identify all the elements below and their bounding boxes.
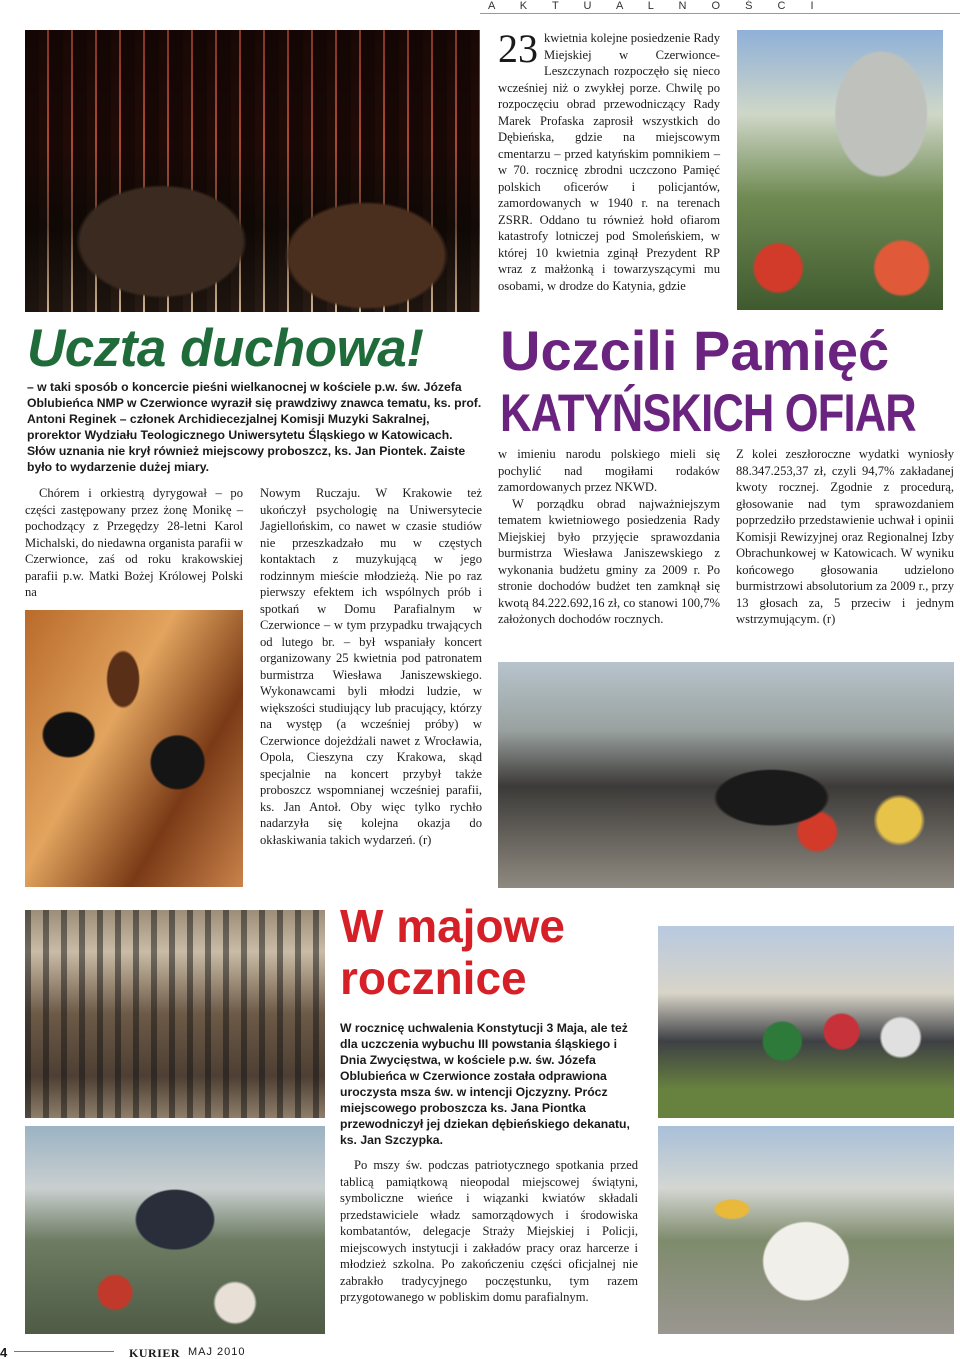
procession-photo	[658, 1126, 954, 1334]
article2-col1	[498, 446, 720, 628]
headline-uczcili: Uczcili Pamięć	[500, 319, 890, 382]
article2-col1-p2: W porządku obrad najważniejszym tematem kwietniowego posiedzenia Rady Miejskiej było przyjęcie sprawozdania burmistrza Wiesława Janiszewskiego z wykonania budżetu gminy za 2009 r. Po stronie dochodów budżet ten zamknął się kwotą 84.222.692,16 zł, co stanowi 100,7% założonych dochodów rocznych.	[498, 496, 720, 626]
dropcap-23: 23	[498, 26, 538, 71]
concert-photo	[25, 30, 480, 312]
headline-uczta: Uczta duchowa!	[27, 319, 424, 378]
page-footer	[0, 1345, 960, 1359]
article2-col2: Z kolei zeszłoroczne wydatki wyniosły 88.347.253,37 zł, czyli 94,7% zakładanej kwoty rocznej. Zgodnie z procedurą, głosowanie nad tym sprawozdaniem poprzedziło przedstawienie uchwał i opinii Komisji Rewizyjnej oraz Regionalnej Izby Obrachunkowej w Katowicach. W wyniku końcowego głosowania udzielono burmistrzowi absolutorium za 2009 r., przy 13 głosach za, 5 przeciw i jednym wstrzymującym. (r)	[736, 447, 954, 626]
article3-lead: W rocznicę uchwalenia Konstytucji 3 Maja, ale też dla uczczenia wybuchu III powstania śląskiego i Dnia Zwycięstwa, w kościele p.w. św. Józefa Oblubieńca w Czerwionce została odprawiona uroczysta msza św. w intencji Ojczyzny. Prócz miejscowego proboszcza ks. Jana Piontka przewodniczył jej dziekan dębieńskiego dekanatu, ks. Jan Szczypka.	[340, 1021, 630, 1147]
article1-lead: – w taki sposób o koncercie pieśni wielkanocnej w kościele p.w. św. Józefa Oblubieńca NMP w Czerwionce wyraził się prawdziwy znawca tematu, ks. prof. Antoni Reginek – członek Archidiecezjalnej Komisji Muzyki Sakralnej, prorektor Wydziału Teologicznego Uniwersytetu Śląskiego w Katowicach. Słów uznania nie krył również miejscowy proboszcz, ks. Jan Piontek. Zaiste było to wydarzenie dużej miary.	[27, 380, 482, 474]
page-number: 4	[0, 1345, 8, 1359]
issue-date: MAJ 2010	[188, 1346, 246, 1358]
footer-rule	[14, 1351, 114, 1352]
monument-photo	[737, 30, 943, 310]
conductor-photo	[25, 610, 243, 887]
headline-katynskich: KATYŃSKICH OFIAR	[500, 384, 916, 443]
church-mass-photo	[25, 910, 325, 1118]
cemetery-ceremony-photo	[498, 662, 954, 888]
article1-col1: Chórem i orkiestrą dyrygował – po części zastępowany przez żonę Monikę – pochodzący z Przegędzy 28-letni Karol Michalski, do niedawna organista parafii w Czerwionce, zaś od roku krakowskiej parafii p.w. Matki Bożej Królowej Polski na	[25, 486, 243, 599]
headline-majowe: W majowe rocznice	[340, 900, 565, 1004]
wreath-laying-photo	[25, 1126, 325, 1334]
article2-col1-p1: w imieniu narodu polskiego mieli się pochylić nad mogiłami rodaków zamordowanych przez NKWD.	[498, 447, 720, 494]
article1-col2: Nowym Ruczaju. W Krakowie też ukończył psychologię na Uniwersytecie Jagiellońskim, co nawet w czasie studiów nie przeszkadzało mu w częstych kontaktach z muzykującą w jego rodzinnym mieście młodzieżą. Nie po raz pierwszy efektem ich wspólnych prób i spotkań w Domu Parafialnym w Czerwionce – w tym przypadku trwających od lutego br. – był wspaniały koncert organizowany 25 kwietnia pod patronatem burmistrza Wiesława Janiszewskiego. Wykonawcami byli młodzi ludzie, w większości studiujący lub pracujący, którzy na występ (a wcześniej próby) w Czerwionce dojeżdżali nawet z Wrocławia, Opola, Cieszyna czy Krakowa, skąd specjalnie na koncert przybył także proboszcz wspomnianej wcześniej parafii, ks. Jan Antoł. Oby więc tylko rychło nadarzyła się kolejna okazja do okłaskiwania takich wydarzeń. (r)	[260, 486, 482, 847]
article3-body: Po mszy św. podczas patriotycznego spotkania przed tablicą pamiątkową nieopodal miejscowej świątyni, symboliczne wieńce i wiązanki kwiatów składali przedstawiciele władz samorządowych i środowiska kombatantów, delegacje Straży Miejskiej i Policji, miejscowych instytucji i zakładów pracy oraz harcerze i młodzież szkolna. Po zakończeniu części oficjalnej nie zabrakło tradycyjnego poczęstunku, tym razem przygotowanego w pobliskim domu parafialnym.	[340, 1158, 638, 1304]
article2-intro-text: kwietnia kolejne posiedzenie Rady Miejskiej w Czerwionce-Leszczynach rozpoczęło się nieco wcześniej niż o zwykłej porze. Chwilę po rozpoczęciu obrad przewodniczący Rady Marek Profaska zaprosił wszystkich do Dębieńska, gdzie na miejscowym cmentarzu – przed katyńskim pomnikiem – w 70. rocznicę zbrodni uczczono Pamięć polskich oficerów i policjantów, zamordowanych w 1940 r. na terenach ZSRR. Oddano tu również hołd ofiarom katastrofy lotniczej pod Smoleńskiem, w której 10 kwietnia zginął Prezydent RP wraz z małżonką i towarzyszącymi mu osobami, w drodze do Katynia, gdzie	[498, 31, 720, 293]
section-header: A K T U A L N O Ś C I	[480, 0, 960, 14]
publication-name: KURIER	[129, 1346, 181, 1359]
article2-intro	[498, 26, 720, 294]
delegation-photo	[658, 926, 954, 1118]
